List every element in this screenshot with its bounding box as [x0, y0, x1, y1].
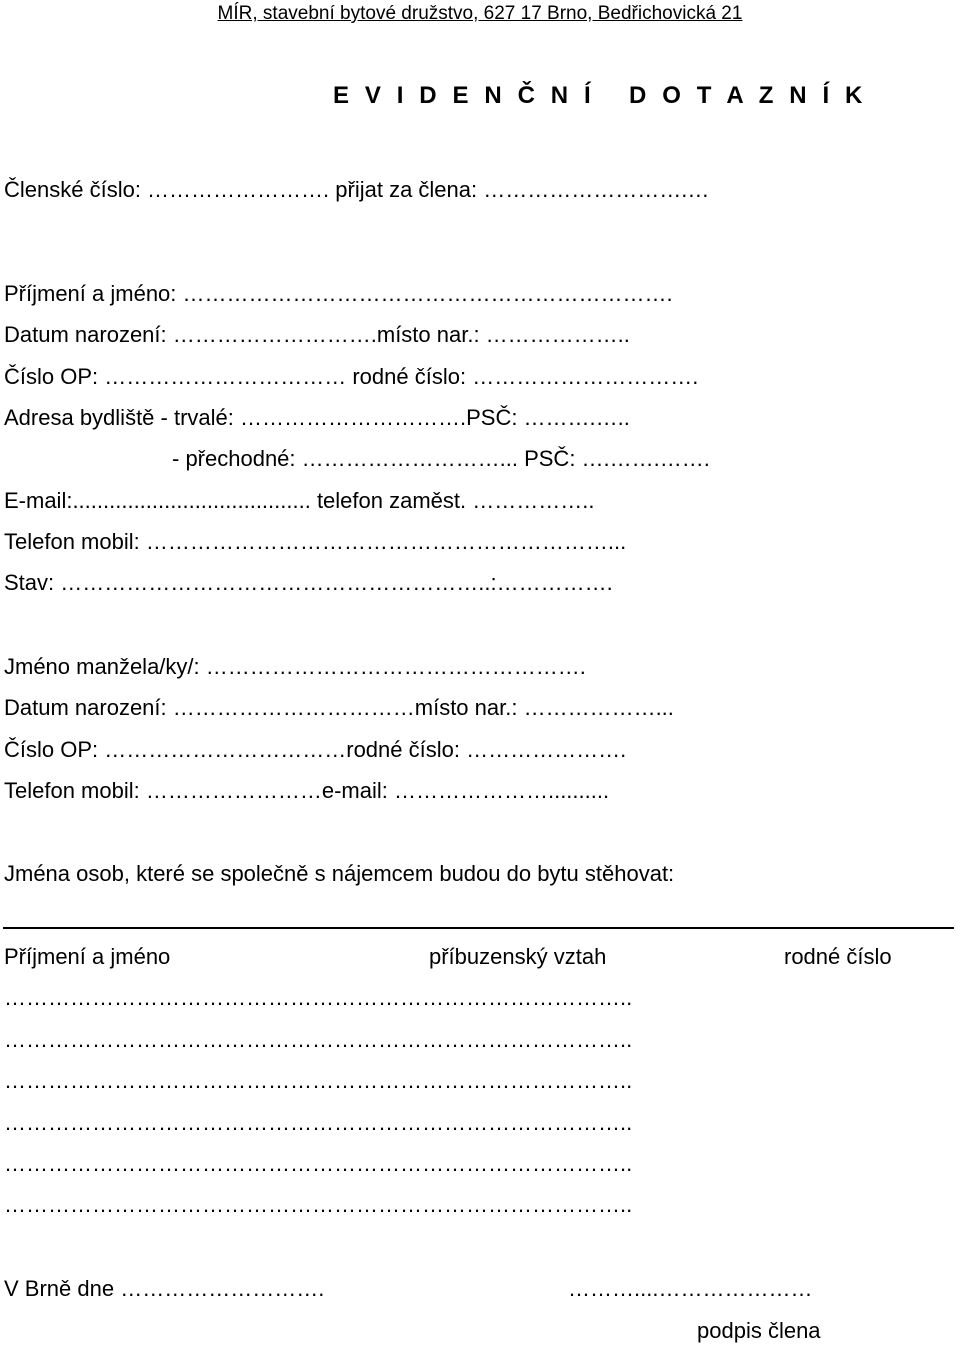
column-name-header: Příjmení a jméno — [4, 944, 171, 969]
applicant-id-line: Číslo OP: …………………………… rodné číslo: …………………………. — [4, 364, 699, 389]
spouse-contact-line: Telefon mobil: ……………………e-mail: ………………….......... — [4, 778, 610, 803]
spouse-birth-line: Datum narození: ……………………………místo nar.: ………………... — [4, 695, 674, 720]
applicant-permanent-address-line: Adresa bydliště - trvalé: ………………………….PSČ: ……….….. — [4, 405, 630, 430]
form-title: E V I D E N Č N Í D O T A Z N Í K — [333, 82, 867, 109]
person-row: ………………………………………………………………………….. — [4, 1068, 633, 1093]
place-date-line: V Brně dne ………………………. — [4, 1276, 325, 1301]
applicant-status-line: Stav: …………………………………………………..:……………. — [4, 570, 613, 595]
membership-line: Členské číslo: ……………………. přijat za člena: ……………………….… — [4, 177, 710, 202]
applicant-email-line: E-mail:....................................... telefon zaměst. …………….. — [4, 488, 595, 513]
persons-heading: Jména osob, které se společně s nájemcem budou do bytu stěhovat: — [4, 861, 675, 886]
spouse-id-line: Číslo OP: ……………………………rodné číslo: …………………. — [4, 737, 627, 762]
person-row: ………………………………………………………………………….. — [4, 1027, 633, 1052]
cooperative-header: MÍR, stavební bytové družstvo, 627 17 Brno, Bedřichovická 21 — [217, 3, 743, 24]
divider-line — [3, 927, 954, 929]
applicant-name-line: Příjmení a jméno: …………………………………………………………. — [4, 281, 673, 306]
spouse-name-line: Jméno manžela/ky/: ……………………………………………. — [4, 654, 586, 679]
person-row: ………………………………………………………………………….. — [4, 1151, 633, 1176]
signature-label: podpis člena — [697, 1318, 821, 1343]
signature-line: ………....………………… — [568, 1276, 813, 1301]
column-id-header: rodné číslo — [784, 944, 892, 969]
person-row: ………………………………………………………………………….. — [4, 1192, 633, 1217]
person-row: ………………………………………………………………………….. — [4, 985, 633, 1010]
column-relation-header: příbuzenský vztah — [429, 944, 607, 969]
applicant-temporary-address-line: - přechodné: ………………………... PSČ: ….…….……. — [172, 446, 710, 471]
applicant-mobile-line: Telefon mobil: ………………………………………………………... — [4, 529, 627, 554]
person-row: ………………………………………………………………………….. — [4, 1110, 633, 1135]
applicant-birth-line: Datum narození: ……………………….místo nar.: ……………….. — [4, 322, 630, 347]
